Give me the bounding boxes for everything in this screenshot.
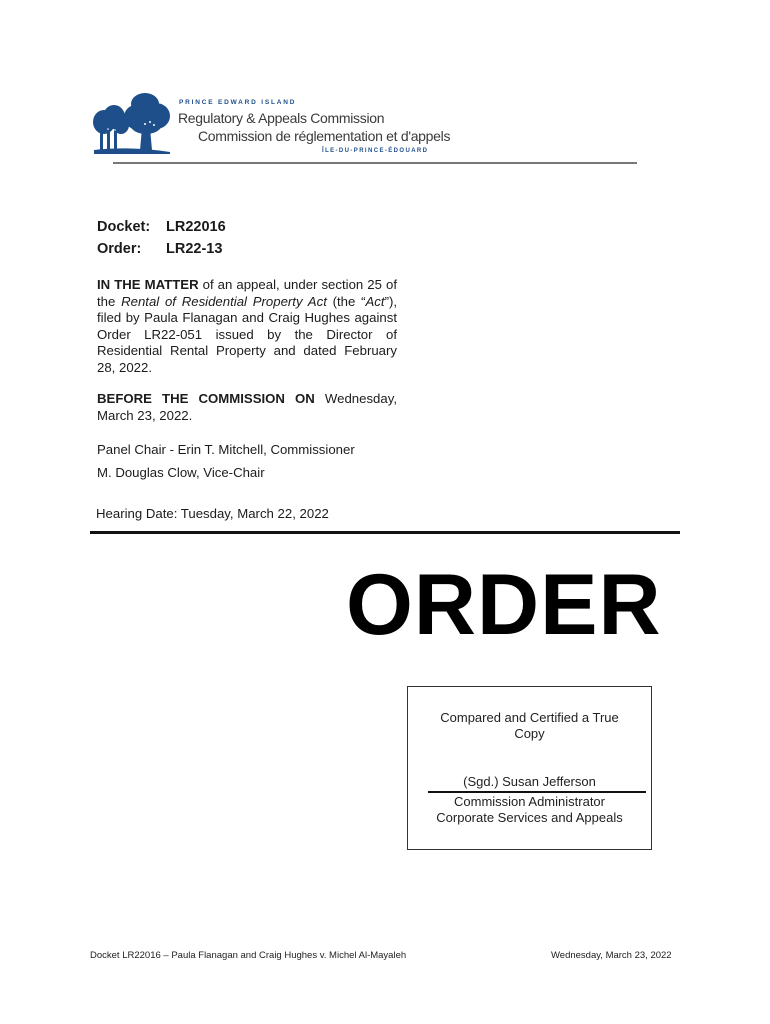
role-title: Commission Administrator xyxy=(454,794,605,809)
certified-copy-text: Compared and Certified a True Copy xyxy=(440,710,619,741)
trees-logo-icon xyxy=(90,92,178,156)
panel-chair: Panel Chair - Erin T. Mitchell, Commissioner xyxy=(97,442,355,457)
matter-text: ”), filed by Paula Flanagan and Craig Hughes against Order LR22-051 issued by the Director of Residential Rental Property and dated February 28, 2022. xyxy=(97,293,398,375)
logo-region-en: PRINCE EDWARD ISLAND xyxy=(179,99,297,106)
logo-region-fr: ÎLE-DU-PRINCE-ÉDOUARD xyxy=(322,148,429,154)
docket-value: LR22016 xyxy=(166,219,226,235)
in-the-matter-lead: IN THE MATTER xyxy=(97,277,199,292)
signatory-role xyxy=(408,794,651,826)
section-divider xyxy=(90,531,680,534)
certification-box xyxy=(407,686,652,850)
docket-label: Docket: xyxy=(97,219,151,235)
signature-text: (Sgd.) Susan Jefferson xyxy=(463,774,596,789)
panel-member: M. Douglas Clow, Vice-Chair xyxy=(97,465,265,480)
before-commission-date: Wednesday, March 23, 2022. xyxy=(97,391,397,423)
logo-name-en: Regulatory & Appeals Commission xyxy=(178,110,385,126)
order-row xyxy=(97,241,222,257)
logo-name-fr: Commission de réglementation et d'appels xyxy=(198,128,451,144)
header-divider xyxy=(113,162,637,164)
hearing-date: Hearing Date: Tuesday, March 22, 2022 xyxy=(96,506,329,521)
before-commission-lead: BEFORE THE COMMISSION ON xyxy=(97,391,315,406)
before-commission-paragraph xyxy=(97,391,397,424)
docket-row xyxy=(97,219,226,235)
footer-case-title: Docket LR22016 – Paula Flanagan and Craig Hughes v. Michel Al-Mayaleh xyxy=(90,950,407,961)
matter-text: of an appeal, under section 25 of the xyxy=(97,277,397,309)
order-value: LR22-13 xyxy=(166,241,223,257)
act-title: Rental of Residential Property Act xyxy=(121,293,327,309)
act-short: Act xyxy=(365,293,385,309)
signature-line xyxy=(428,791,646,793)
order-label: Order: xyxy=(97,241,142,257)
role-department: Corporate Services and Appeals xyxy=(436,810,623,825)
in-the-matter-paragraph xyxy=(97,277,397,376)
footer-date: Wednesday, March 23, 2022 xyxy=(551,950,672,961)
document-title: ORDER xyxy=(346,557,662,653)
commission-logo xyxy=(90,92,451,156)
matter-text: (the “ xyxy=(326,293,366,309)
